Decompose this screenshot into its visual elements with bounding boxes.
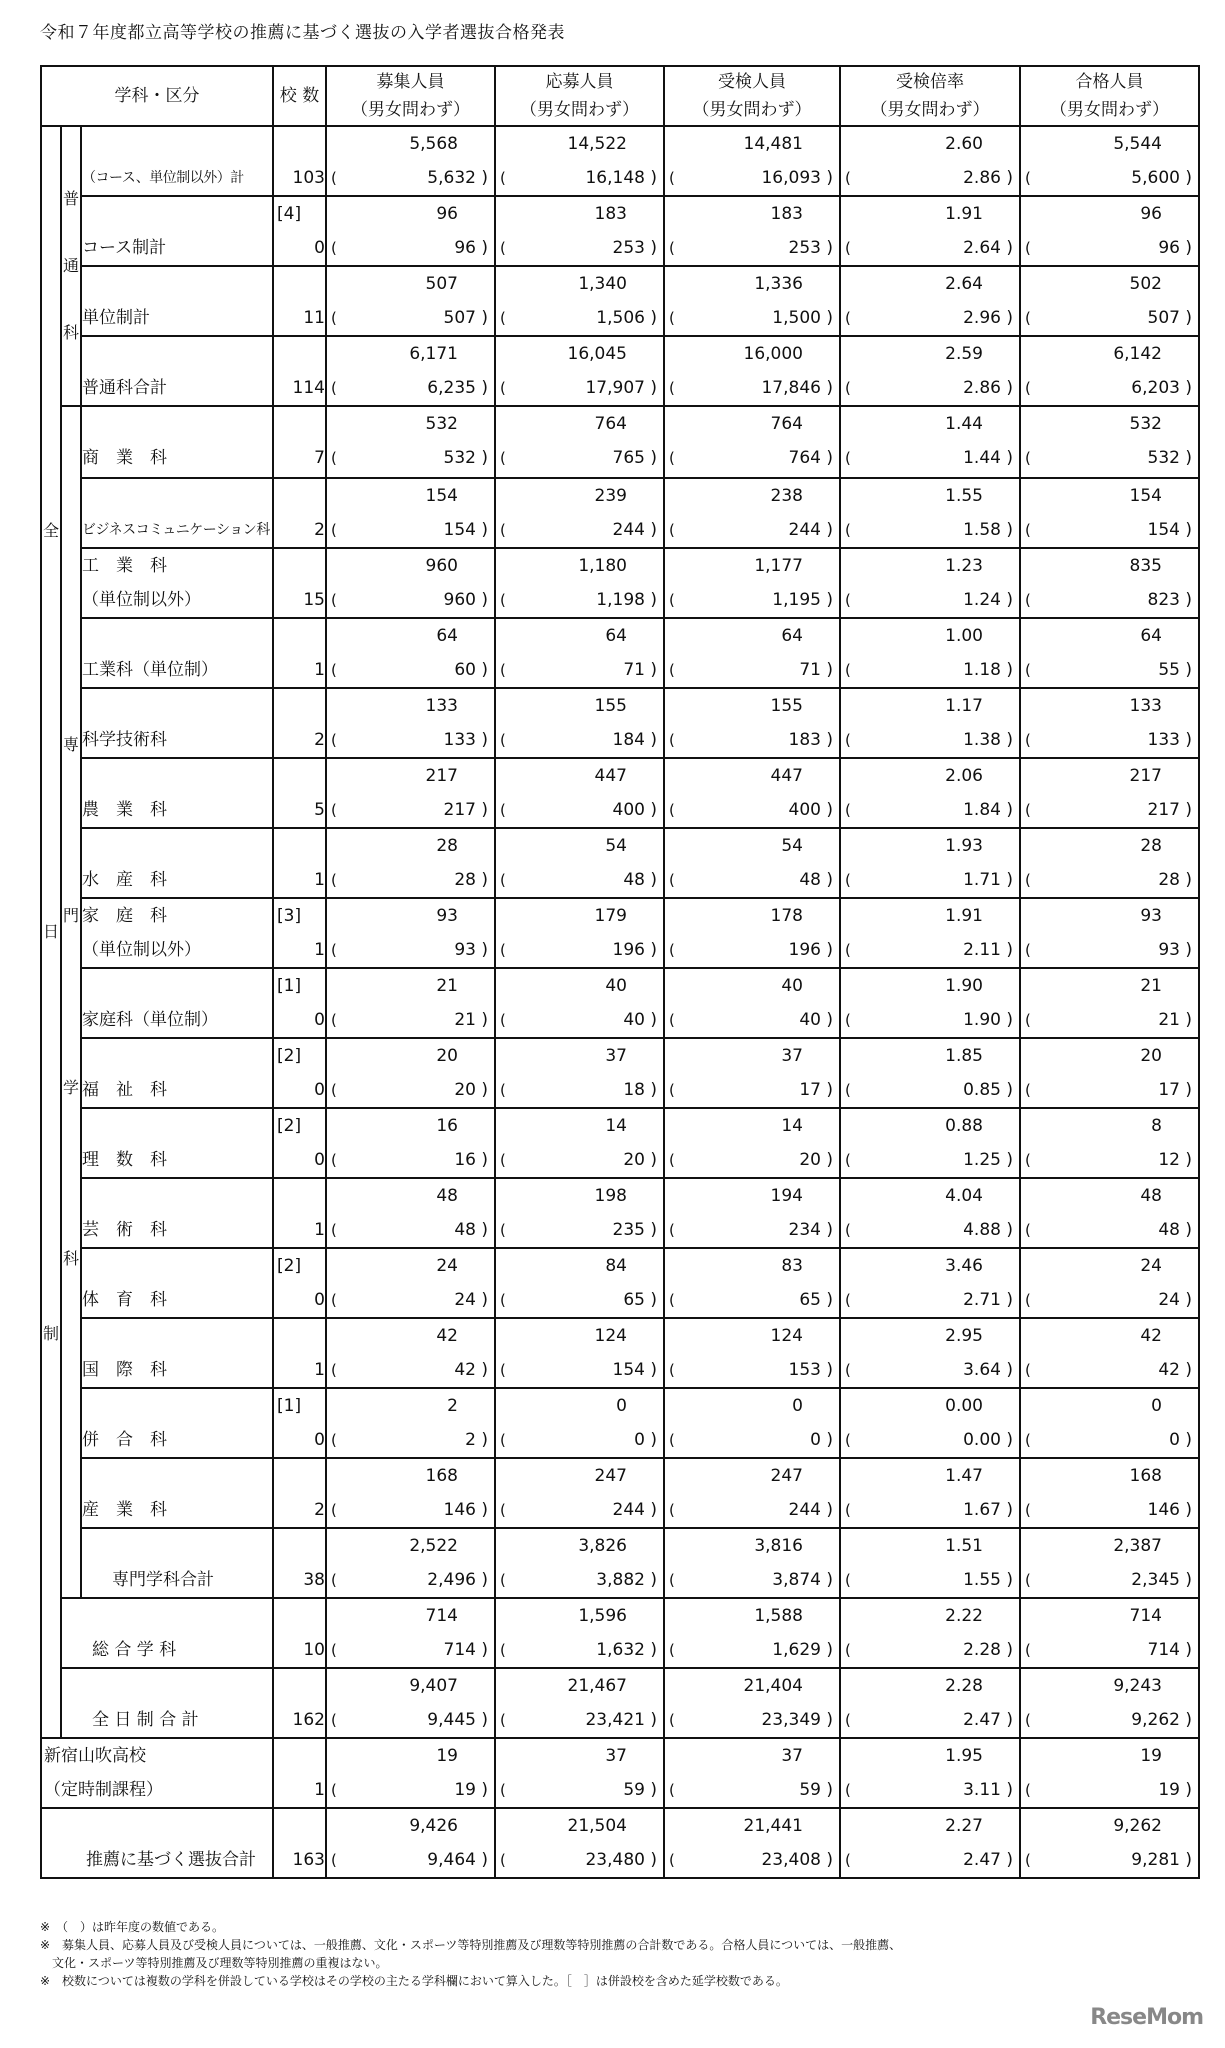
cell-exm: 155 ( 183 ) <box>664 688 840 758</box>
cell-pas: 9,243 ( 9,262 ) <box>1020 1668 1199 1738</box>
table-row <box>41 968 1199 1038</box>
cell-app: 14 ( 20 ) <box>495 1108 664 1178</box>
row-label: 工業科（単位制） <box>81 618 273 688</box>
cell-app: 37 ( 59 ) <box>495 1738 664 1808</box>
cell-app: 1,180 ( 1,198 ) <box>495 548 664 618</box>
cell-exm: 64 ( 71 ) <box>664 618 840 688</box>
cell-exm: 238 ( 244 ) <box>664 478 840 548</box>
cell-cap: 5,568 ( 5,632 ) <box>326 126 495 196</box>
cell-pas: 532 ( 532 ) <box>1020 406 1199 478</box>
cell-pas: 6,142 ( 6,203 ) <box>1020 336 1199 406</box>
cell-rat: 1.85 ( 0.85 ) <box>840 1038 1020 1108</box>
cell-schools: 103 <box>273 126 326 196</box>
cell-pas: 64 ( 55 ) <box>1020 618 1199 688</box>
table-row <box>41 1738 1199 1808</box>
cell-schools: [3] 1 <box>273 898 326 968</box>
cell-pas: 2,387 ( 2,345 ) <box>1020 1528 1199 1598</box>
table-row <box>41 1108 1199 1178</box>
table-row <box>41 1528 1199 1598</box>
cell-rat: 1.95 ( 3.11 ) <box>840 1738 1020 1808</box>
cell-cap: 42 ( 42 ) <box>326 1318 495 1388</box>
table-row <box>41 266 1199 336</box>
cell-rat: 1.93 ( 1.71 ) <box>840 828 1020 898</box>
cell-cap: 714 ( 714 ) <box>326 1598 495 1668</box>
row-label: 体 育 科 <box>81 1248 273 1318</box>
cell-cap: 9,426 ( 9,464 ) <box>326 1808 495 1878</box>
table-row <box>41 898 1199 968</box>
cell-app: 1,596 ( 1,632 ) <box>495 1598 664 1668</box>
cell-schools: [2] 0 <box>273 1108 326 1178</box>
cell-cap: 19 ( 19 ) <box>326 1738 495 1808</box>
table-row <box>41 618 1199 688</box>
row-label: 総 合 学 科 <box>61 1598 273 1668</box>
cell-pas: 9,262 ( 9,281 ) <box>1020 1808 1199 1878</box>
cell-pas: 154 ( 154 ) <box>1020 478 1199 548</box>
cell-schools: 5 <box>273 758 326 828</box>
cell-cap: 2 ( 2 ) <box>326 1388 495 1458</box>
cell-cap: 154 ( 154 ) <box>326 478 495 548</box>
cell-schools: 2 <box>273 688 326 758</box>
cell-cap: 168 ( 146 ) <box>326 1458 495 1528</box>
cell-pas: 133 ( 133 ) <box>1020 688 1199 758</box>
table-row <box>41 1808 1199 1878</box>
header-ratio: 受検倍率 （男女問わず） <box>840 66 1020 126</box>
row-label: 工 業 科 （単位制以外） <box>81 548 273 618</box>
table-row <box>41 1318 1199 1388</box>
cell-exm: 54 ( 48 ) <box>664 828 840 898</box>
cell-app: 84 ( 65 ) <box>495 1248 664 1318</box>
cell-app: 1,340 ( 1,506 ) <box>495 266 664 336</box>
footnote: 文化・スポーツ等特別推薦及び理数等特別推薦の重複はない。 <box>40 1956 388 1970</box>
cell-exm: 1,588 ( 1,629 ) <box>664 1598 840 1668</box>
cell-rat: 3.46 ( 2.71 ) <box>840 1248 1020 1318</box>
cell-cap: 20 ( 20 ) <box>326 1038 495 1108</box>
cell-exm: 183 ( 253 ) <box>664 196 840 266</box>
cell-cap: 28 ( 28 ) <box>326 828 495 898</box>
cell-app: 16,045 ( 17,907 ) <box>495 336 664 406</box>
cell-exm: 0 ( 0 ) <box>664 1388 840 1458</box>
cell-cap: 93 ( 93 ) <box>326 898 495 968</box>
table-row <box>41 1458 1199 1528</box>
cell-pas: 28 ( 28 ) <box>1020 828 1199 898</box>
table-row <box>41 1178 1199 1248</box>
row-label: 理 数 科 <box>81 1108 273 1178</box>
row-label: 全 日 制 合 計 <box>61 1668 273 1738</box>
table-row <box>41 1388 1199 1458</box>
row-label: 科学技術科 <box>81 688 273 758</box>
row-label: 専門学科合計 <box>81 1528 273 1598</box>
cell-exm: 3,816 ( 3,874 ) <box>664 1528 840 1598</box>
cell-exm: 124 ( 153 ) <box>664 1318 840 1388</box>
cell-app: 124 ( 154 ) <box>495 1318 664 1388</box>
cell-app: 0 ( 0 ) <box>495 1388 664 1458</box>
header-row <box>41 66 1199 126</box>
cell-app: 198 ( 235 ) <box>495 1178 664 1248</box>
cell-schools: 2 <box>273 478 326 548</box>
cell-exm: 21,404 ( 23,349 ) <box>664 1668 840 1738</box>
cell-schools: 1 <box>273 1178 326 1248</box>
row-label: 家 庭 科 （単位制以外） <box>81 898 273 968</box>
cell-rat: 2.28 ( 2.47 ) <box>840 1668 1020 1738</box>
cell-rat: 1.17 ( 1.38 ) <box>840 688 1020 758</box>
cell-exm: 247 ( 244 ) <box>664 1458 840 1528</box>
row-label: 福 祉 科 <box>81 1038 273 1108</box>
table-row <box>41 828 1199 898</box>
cell-pas: 714 ( 714 ) <box>1020 1598 1199 1668</box>
cell-cap: 48 ( 48 ) <box>326 1178 495 1248</box>
header-category: 学科・区分 <box>41 66 273 126</box>
results-table <box>40 65 1200 1879</box>
cell-rat: 2.27 ( 2.47 ) <box>840 1808 1020 1878</box>
cell-schools: 1 <box>273 1738 326 1808</box>
row-label: 新宿山吹高校 （定時制課程） <box>41 1738 273 1808</box>
cell-rat: 2.60 ( 2.86 ) <box>840 126 1020 196</box>
header-passed: 合格人員 （男女問わず） <box>1020 66 1199 126</box>
cell-rat: 1.44 ( 1.44 ) <box>840 406 1020 478</box>
cell-cap: 24 ( 24 ) <box>326 1248 495 1318</box>
cell-pas: 835 ( 823 ) <box>1020 548 1199 618</box>
page-title: 令和７年度都立高等学校の推薦に基づく選抜の入学者選抜合格発表 <box>40 23 565 43</box>
row-label: 水 産 科 <box>81 828 273 898</box>
cell-schools: 162 <box>273 1668 326 1738</box>
cell-app: 21,467 ( 23,421 ) <box>495 1668 664 1738</box>
cell-pas: 168 ( 146 ) <box>1020 1458 1199 1528</box>
cell-rat: 2.22 ( 2.28 ) <box>840 1598 1020 1668</box>
cell-app: 14,522 ( 16,148 ) <box>495 126 664 196</box>
cell-pas: 24 ( 24 ) <box>1020 1248 1199 1318</box>
footnotes <box>40 1918 901 1990</box>
cell-cap: 6,171 ( 6,235 ) <box>326 336 495 406</box>
cell-exm: 194 ( 234 ) <box>664 1178 840 1248</box>
cell-pas: 502 ( 507 ) <box>1020 266 1199 336</box>
cell-exm: 37 ( 17 ) <box>664 1038 840 1108</box>
cell-app: 40 ( 40 ) <box>495 968 664 1038</box>
row-label: （コース、単位制以外）計 <box>81 126 273 196</box>
cell-schools: 163 <box>273 1808 326 1878</box>
cell-app: 239 ( 244 ) <box>495 478 664 548</box>
table-row <box>41 758 1199 828</box>
cell-exm: 447 ( 400 ) <box>664 758 840 828</box>
row-label: 農 業 科 <box>81 758 273 828</box>
cell-rat: 1.00 ( 1.18 ) <box>840 618 1020 688</box>
cell-schools: [2] 0 <box>273 1038 326 1108</box>
cell-app: 64 ( 71 ) <box>495 618 664 688</box>
cell-schools: 10 <box>273 1598 326 1668</box>
row-label: 国 際 科 <box>81 1318 273 1388</box>
footnote: ※ 校数については複数の学科を併設している学校はその学校の主たる学科欄において算入した。［ ］は併設校を含めた延学校数である。 <box>40 1974 788 1988</box>
table-row <box>41 406 1199 478</box>
cell-pas: 217 ( 217 ) <box>1020 758 1199 828</box>
cell-cap: 96 ( 96 ) <box>326 196 495 266</box>
cell-pas: 48 ( 48 ) <box>1020 1178 1199 1248</box>
row-label: 併 合 科 <box>81 1388 273 1458</box>
cell-pas: 0 ( 0 ) <box>1020 1388 1199 1458</box>
cell-app: 3,826 ( 3,882 ) <box>495 1528 664 1598</box>
cell-schools: [4] 0 <box>273 196 326 266</box>
cell-app: 179 ( 196 ) <box>495 898 664 968</box>
cell-exm: 83 ( 65 ) <box>664 1248 840 1318</box>
header-examinees: 受検人員 （男女問わず） <box>664 66 840 126</box>
cell-rat: 2.95 ( 3.64 ) <box>840 1318 1020 1388</box>
table-row <box>41 548 1199 618</box>
cell-rat: 2.59 ( 2.86 ) <box>840 336 1020 406</box>
cell-app: 183 ( 253 ) <box>495 196 664 266</box>
cell-exm: 1,336 ( 1,500 ) <box>664 266 840 336</box>
label-senmon: 専 門 学 科 <box>61 406 81 1598</box>
cell-pas: 20 ( 17 ) <box>1020 1038 1199 1108</box>
cell-schools: 15 <box>273 548 326 618</box>
cell-cap: 133 ( 133 ) <box>326 688 495 758</box>
row-label: 産 業 科 <box>81 1458 273 1528</box>
table-row <box>41 1598 1199 1668</box>
cell-cap: 507 ( 507 ) <box>326 266 495 336</box>
cell-rat: 2.64 ( 2.96 ) <box>840 266 1020 336</box>
cell-app: 155 ( 184 ) <box>495 688 664 758</box>
cell-cap: 21 ( 21 ) <box>326 968 495 1038</box>
cell-app: 764 ( 765 ) <box>495 406 664 478</box>
row-label: 商 業 科 <box>81 406 273 478</box>
header-schools: 校 数 <box>273 66 326 126</box>
cell-schools: 2 <box>273 1458 326 1528</box>
table-row <box>41 1038 1199 1108</box>
cell-schools: 38 <box>273 1528 326 1598</box>
cell-app: 21,504 ( 23,480 ) <box>495 1808 664 1878</box>
cell-app: 54 ( 48 ) <box>495 828 664 898</box>
cell-rat: 1.47 ( 1.67 ) <box>840 1458 1020 1528</box>
cell-schools: [2] 0 <box>273 1248 326 1318</box>
row-label: 普通科合計 <box>81 336 273 406</box>
header-applicants: 応募人員 （男女問わず） <box>495 66 664 126</box>
cell-cap: 217 ( 217 ) <box>326 758 495 828</box>
cell-exm: 21,441 ( 23,408 ) <box>664 1808 840 1878</box>
cell-rat: 0.00 ( 0.00 ) <box>840 1388 1020 1458</box>
cell-exm: 37 ( 59 ) <box>664 1738 840 1808</box>
cell-cap: 9,407 ( 9,445 ) <box>326 1668 495 1738</box>
cell-pas: 5,544 ( 5,600 ) <box>1020 126 1199 196</box>
footnote: ※ 募集人員、応募人員及び受検人員については、一般推薦、文化・スポーツ等特別推薦及び理数等特別推薦の合計数である。合格人員については、一般推薦、 <box>40 1938 902 1952</box>
cell-schools: 1 <box>273 618 326 688</box>
cell-app: 37 ( 18 ) <box>495 1038 664 1108</box>
cell-exm: 14,481 ( 16,093 ) <box>664 126 840 196</box>
cell-app: 447 ( 400 ) <box>495 758 664 828</box>
row-label: 家庭科（単位制） <box>81 968 273 1038</box>
cell-pas: 93 ( 93 ) <box>1020 898 1199 968</box>
cell-cap: 960 ( 960 ) <box>326 548 495 618</box>
cell-schools: 1 <box>273 828 326 898</box>
cell-exm: 178 ( 196 ) <box>664 898 840 968</box>
footnote: ※ （ ）は昨年度の数値である。 <box>40 1920 225 1934</box>
cell-rat: 1.55 ( 1.58 ) <box>840 478 1020 548</box>
cell-schools: 1 <box>273 1318 326 1388</box>
cell-pas: 21 ( 21 ) <box>1020 968 1199 1038</box>
cell-cap: 532 ( 532 ) <box>326 406 495 478</box>
row-label: 推薦に基づく選抜合計 <box>41 1808 273 1878</box>
cell-pas: 19 ( 19 ) <box>1020 1738 1199 1808</box>
cell-cap: 2,522 ( 2,496 ) <box>326 1528 495 1598</box>
resemom-logo: ReseMom <box>1090 2005 1203 2030</box>
cell-schools: 7 <box>273 406 326 478</box>
table-row <box>41 1248 1199 1318</box>
cell-rat: 4.04 ( 4.88 ) <box>840 1178 1020 1248</box>
cell-pas: 96 ( 96 ) <box>1020 196 1199 266</box>
cell-exm: 764 ( 764 ) <box>664 406 840 478</box>
cell-rat: 2.06 ( 1.84 ) <box>840 758 1020 828</box>
cell-exm: 1,177 ( 1,195 ) <box>664 548 840 618</box>
cell-exm: 14 ( 20 ) <box>664 1108 840 1178</box>
cell-schools: 11 <box>273 266 326 336</box>
cell-rat: 0.88 ( 1.25 ) <box>840 1108 1020 1178</box>
cell-cap: 64 ( 60 ) <box>326 618 495 688</box>
row-label: 単位制計 <box>81 266 273 336</box>
cell-app: 247 ( 244 ) <box>495 1458 664 1528</box>
table-row <box>41 478 1199 548</box>
table-row <box>41 336 1199 406</box>
cell-rat: 1.90 ( 1.90 ) <box>840 968 1020 1038</box>
row-label: 芸 術 科 <box>81 1178 273 1248</box>
cell-pas: 42 ( 42 ) <box>1020 1318 1199 1388</box>
label-futsuuka: 普 通 科 <box>61 126 81 406</box>
table-row <box>41 688 1199 758</box>
cell-exm: 40 ( 40 ) <box>664 968 840 1038</box>
cell-schools: 114 <box>273 336 326 406</box>
label-zennichisei: 全 日 制 <box>41 126 61 1738</box>
header-capacity: 募集人員 （男女問わず） <box>326 66 495 126</box>
cell-pas: 8 ( 12 ) <box>1020 1108 1199 1178</box>
cell-schools: [1] 0 <box>273 1388 326 1458</box>
cell-rat: 1.91 ( 2.11 ) <box>840 898 1020 968</box>
table-row <box>41 126 1199 196</box>
table-row <box>41 196 1199 266</box>
cell-rat: 1.23 ( 1.24 ) <box>840 548 1020 618</box>
cell-exm: 16,000 ( 17,846 ) <box>664 336 840 406</box>
cell-schools: [1] 0 <box>273 968 326 1038</box>
table-row <box>41 1668 1199 1738</box>
row-label: ビジネスコミュニケーション科 <box>81 478 273 548</box>
row-label: コース制計 <box>81 196 273 266</box>
cell-cap: 16 ( 16 ) <box>326 1108 495 1178</box>
cell-rat: 1.91 ( 2.64 ) <box>840 196 1020 266</box>
cell-rat: 1.51 ( 1.55 ) <box>840 1528 1020 1598</box>
